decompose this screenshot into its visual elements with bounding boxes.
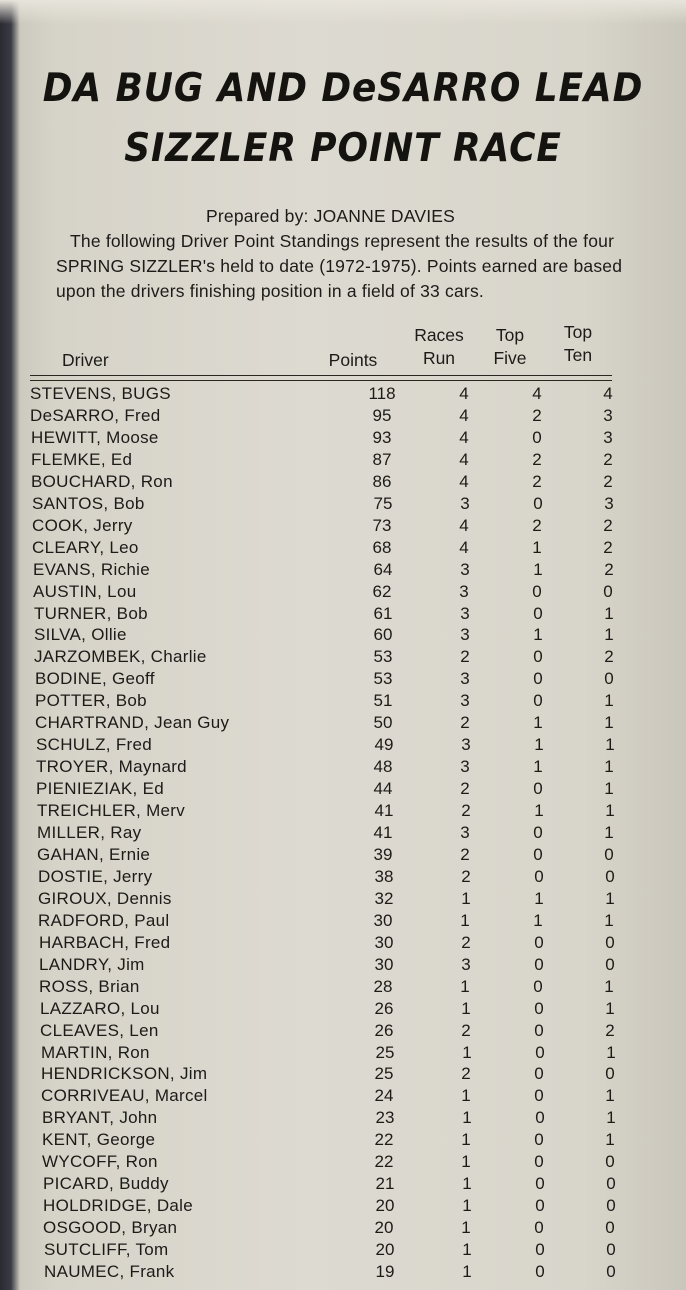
- table-row: [43, 1195, 643, 1217]
- intro-paragraph: The following Driver Point Standings represent the results of the four SPRING SIZZLER's held to date (1972-1975). Points earned are based upon the drivers finishing position in a field of 33 cars.: [56, 231, 623, 301]
- top-ten-cell: 3: [604, 493, 614, 513]
- points-cell: 30: [373, 910, 393, 930]
- top-ten-cell: 1: [605, 735, 615, 755]
- top-ten-cell: 0: [605, 1152, 615, 1172]
- points-cell: 26: [374, 1020, 394, 1040]
- table-row: [30, 383, 630, 405]
- table-row: [36, 778, 636, 800]
- table-row: [31, 427, 631, 449]
- points-cell: 30: [374, 932, 394, 952]
- top-ten-cell: 0: [605, 866, 615, 886]
- headline-line-2: SIZZLER POINT RACE: [124, 126, 562, 171]
- table-row: [42, 1107, 642, 1129]
- driver-name: BRYANT, John: [42, 1108, 158, 1128]
- top-ten-cell: 1: [604, 625, 614, 645]
- races-run-cell: 4: [459, 405, 469, 425]
- top-five-cell: 0: [533, 844, 543, 864]
- driver-name: TROYER, Maynard: [36, 757, 187, 777]
- top-ten-cell: 0: [604, 669, 614, 689]
- races-run-cell: 3: [460, 691, 470, 711]
- top-ten-cell: 1: [604, 691, 614, 711]
- top-five-cell: 0: [533, 976, 543, 996]
- top-five-cell: 2: [532, 405, 542, 425]
- top-five-cell: 1: [533, 757, 543, 777]
- top-five-cell: 0: [534, 1086, 544, 1106]
- top-ten-cell: 2: [604, 647, 614, 667]
- points-cell: 24: [374, 1086, 394, 1106]
- top-ten-cell: 1: [606, 1042, 616, 1062]
- races-run-cell: 2: [461, 1064, 471, 1084]
- table-row: [43, 1217, 643, 1239]
- races-run-cell: 3: [460, 823, 470, 842]
- top-five-cell: 1: [534, 735, 544, 755]
- top-ten-cell: 0: [603, 581, 613, 601]
- races-run-cell: 3: [460, 603, 470, 623]
- driver-name: GIROUX, Dennis: [38, 888, 172, 908]
- top-five-cell: 0: [533, 603, 543, 623]
- top-ten-cell: 0: [606, 1262, 616, 1281]
- driver-name: LAZZARO, Lou: [40, 998, 160, 1018]
- top-ten-cell: 1: [605, 998, 615, 1018]
- points-cell: 48: [373, 757, 393, 777]
- driver-name: CLEARY, Leo: [32, 537, 139, 557]
- top-five-cell: 0: [535, 1262, 545, 1281]
- points-cell: 25: [374, 1064, 394, 1084]
- top-five-cell: 0: [534, 954, 544, 974]
- top-ten-cell: 1: [604, 603, 614, 623]
- top-five-cell: 0: [533, 647, 543, 667]
- top-five-cell: 0: [533, 691, 543, 711]
- header-races-run-line-1: Races: [414, 325, 464, 345]
- points-cell: 93: [372, 427, 392, 447]
- points-cell: 22: [374, 1152, 394, 1172]
- points-cell: 20: [375, 1240, 395, 1260]
- races-run-cell: 4: [459, 427, 469, 447]
- driver-name: HARBACH, Fred: [39, 932, 171, 952]
- table-row: [34, 603, 634, 625]
- top-five-cell: 2: [532, 449, 542, 469]
- table-row: [38, 866, 638, 888]
- top-five-cell: 2: [532, 471, 542, 491]
- races-run-cell: 2: [461, 866, 471, 886]
- top-ten-cell: 1: [604, 779, 614, 799]
- top-ten-cell: 2: [603, 471, 613, 491]
- table-row: [39, 932, 639, 954]
- driver-name: CLEAVES, Len: [40, 1020, 159, 1040]
- top-five-cell: 1: [533, 910, 543, 930]
- top-five-cell: 2: [532, 515, 542, 535]
- races-run-cell: 3: [461, 735, 471, 755]
- points-cell: 64: [373, 559, 393, 579]
- top-ten-cell: 0: [605, 1218, 615, 1238]
- races-run-cell: 3: [460, 559, 470, 579]
- races-run-cell: 1: [461, 1152, 471, 1172]
- races-run-cell: 3: [459, 581, 469, 601]
- races-run-cell: 1: [462, 1174, 472, 1194]
- points-cell: 21: [375, 1174, 395, 1194]
- races-run-cell: 2: [460, 713, 470, 733]
- driver-name: PICARD, Buddy: [43, 1174, 169, 1194]
- points-cell: 38: [374, 866, 394, 886]
- top-ten-cell: 1: [605, 1086, 615, 1106]
- driver-name: MILLER, Ray: [37, 823, 142, 842]
- top-ten-cell: 2: [603, 537, 613, 557]
- driver-name: TURNER, Bob: [34, 603, 148, 623]
- top-five-cell: 1: [533, 713, 543, 733]
- top-ten-cell: 1: [604, 910, 614, 930]
- races-run-cell: 3: [460, 493, 470, 513]
- points-cell: 25: [375, 1042, 395, 1062]
- table-row: [33, 581, 633, 603]
- header-top-ten-line-1: Top: [563, 322, 593, 342]
- header-races-run: [406, 324, 472, 370]
- driver-name: WYCOFF, Ron: [42, 1152, 158, 1172]
- races-run-cell: 1: [462, 1240, 472, 1260]
- driver-name: JARZOMBEK, Charlie: [34, 647, 207, 667]
- driver-name: STEVENS, BUGS: [30, 384, 171, 403]
- top-ten-cell: 0: [604, 844, 614, 864]
- driver-name: ROSS, Brian: [39, 976, 140, 996]
- top-ten-cell: 1: [606, 1108, 616, 1128]
- table-row: [38, 888, 638, 910]
- header-top-five: [482, 324, 538, 370]
- top-five-cell: 0: [533, 493, 543, 513]
- driver-name: LANDRY, Jim: [39, 954, 145, 974]
- driver-name: HEWITT, Moose: [31, 427, 159, 447]
- top-five-cell: 0: [535, 1042, 545, 1062]
- races-run-cell: 1: [462, 1042, 472, 1062]
- points-cell: 75: [373, 493, 393, 513]
- driver-name: TREICHLER, Merv: [37, 801, 186, 821]
- driver-name: AUSTIN, Lou: [33, 581, 137, 601]
- driver-name: HOLDRIDGE, Dale: [43, 1196, 193, 1216]
- points-cell: 60: [373, 625, 393, 645]
- top-ten-cell: 2: [603, 515, 613, 535]
- driver-name: OSGOOD, Bryan: [43, 1218, 178, 1238]
- header-top-ten-line-2: Ten: [563, 345, 593, 365]
- top-ten-cell: 1: [604, 713, 614, 733]
- top-ten-cell: 3: [603, 405, 613, 425]
- header-races-run-line-2: Run: [422, 348, 456, 368]
- table-row: [34, 624, 634, 646]
- races-run-cell: 4: [459, 515, 469, 535]
- driver-name: GAHAN, Ernie: [37, 844, 151, 864]
- header-top-five-line-2: Five: [493, 348, 527, 368]
- table-row: [35, 690, 635, 712]
- top-ten-cell: 0: [605, 954, 615, 974]
- table-row: [36, 734, 636, 756]
- table-row: [41, 1085, 641, 1107]
- top-ten-cell: 0: [606, 1196, 616, 1216]
- top-five-cell: 0: [534, 1152, 544, 1172]
- table-row: [43, 1173, 643, 1195]
- driver-name: CORRIVEAU, Marcel: [41, 1086, 208, 1106]
- top-ten-cell: 0: [606, 1174, 616, 1194]
- races-run-cell: 1: [461, 1218, 471, 1238]
- points-cell: 39: [373, 844, 393, 864]
- races-run-cell: 3: [460, 669, 470, 689]
- points-cell: 87: [372, 449, 392, 469]
- top-five-cell: 0: [534, 866, 544, 886]
- table-row: [42, 1151, 642, 1173]
- driver-name: BODINE, Geoff: [35, 669, 155, 689]
- table-row: [37, 844, 637, 866]
- points-cell: 53: [373, 669, 393, 689]
- driver-name: SILVA, Ollie: [34, 625, 127, 645]
- table-row: [39, 976, 639, 998]
- top-five-cell: 0: [535, 1240, 545, 1260]
- races-run-cell: 1: [461, 1130, 471, 1150]
- header-driver: Driver: [62, 350, 109, 370]
- top-ten-cell: 0: [605, 932, 615, 952]
- points-cell: 62: [372, 581, 392, 601]
- driver-name: MARTIN, Ron: [41, 1042, 150, 1062]
- races-run-cell: 1: [461, 888, 471, 908]
- driver-name: SUTCLIFF, Tom: [44, 1240, 169, 1260]
- top-five-cell: 0: [533, 669, 543, 689]
- races-run-cell: 1: [460, 976, 470, 996]
- points-cell: 86: [372, 471, 392, 491]
- points-cell: 22: [374, 1130, 394, 1150]
- races-run-cell: 2: [460, 779, 470, 799]
- top-ten-cell: 2: [604, 559, 614, 579]
- top-ten-cell: 1: [605, 1130, 615, 1150]
- races-run-cell: 2: [460, 647, 470, 667]
- races-run-cell: 1: [462, 1196, 472, 1216]
- races-run-cell: 2: [460, 844, 470, 864]
- top-five-cell: 1: [533, 625, 543, 645]
- top-five-cell: 0: [532, 581, 542, 601]
- table-row: [41, 1042, 641, 1064]
- points-cell: 50: [373, 713, 393, 733]
- points-cell: 73: [372, 515, 392, 535]
- races-run-cell: 3: [460, 625, 470, 645]
- table-row: [39, 954, 639, 976]
- table-row: [37, 822, 637, 844]
- points-cell: 28: [373, 976, 393, 996]
- driver-name: COOK, Jerry: [32, 515, 133, 535]
- driver-name: NAUMEC, Frank: [44, 1262, 175, 1281]
- table-row: [32, 515, 632, 537]
- points-cell: 23: [375, 1108, 395, 1128]
- driver-name: POTTER, Bob: [35, 691, 147, 711]
- top-ten-cell: 1: [605, 801, 615, 821]
- points-cell: 61: [373, 603, 393, 623]
- races-run-cell: 1: [460, 910, 470, 930]
- races-run-cell: 1: [462, 1108, 472, 1128]
- table-row: [42, 1129, 642, 1151]
- points-cell: 118: [368, 384, 396, 403]
- points-cell: 20: [374, 1218, 394, 1238]
- races-run-cell: 2: [461, 1020, 471, 1040]
- races-run-cell: 4: [459, 537, 469, 557]
- races-run-cell: 4: [459, 384, 469, 403]
- header-top-ten: [552, 321, 604, 367]
- driver-name: FLEMKE, Ed: [31, 449, 133, 469]
- points-cell: 32: [374, 888, 394, 908]
- driver-name: PIENIEZIAK, Ed: [36, 779, 164, 799]
- driver-name: SANTOS, Bob: [32, 493, 145, 513]
- points-cell: 95: [372, 405, 392, 425]
- top-five-cell: 0: [533, 823, 543, 842]
- table-row: [35, 668, 635, 690]
- paper-top-edge: [0, 0, 686, 24]
- driver-name: BOUCHARD, Ron: [31, 471, 173, 491]
- top-ten-cell: 1: [604, 823, 614, 842]
- races-run-cell: 1: [461, 1086, 471, 1106]
- points-cell: 41: [373, 823, 393, 842]
- top-five-cell: 0: [534, 1064, 544, 1084]
- races-run-cell: 3: [461, 954, 471, 974]
- table-row: [40, 998, 640, 1020]
- top-ten-cell: 4: [603, 384, 613, 403]
- table-row: [30, 405, 630, 427]
- top-ten-cell: 0: [606, 1240, 616, 1260]
- top-ten-cell: 1: [605, 888, 615, 908]
- races-run-cell: 1: [461, 998, 471, 1018]
- races-run-cell: 4: [459, 471, 469, 491]
- top-ten-cell: 2: [603, 449, 613, 469]
- top-ten-cell: 1: [604, 757, 614, 777]
- points-cell: 68: [372, 537, 392, 557]
- driver-name: RADFORD, Paul: [38, 910, 170, 930]
- points-cell: 41: [374, 801, 394, 821]
- headline-line-1: DA BUG AND DeSARRO LEAD: [42, 66, 644, 111]
- top-ten-cell: 1: [604, 976, 614, 996]
- top-ten-cell: 2: [605, 1020, 615, 1040]
- table-row: [40, 1020, 640, 1042]
- top-five-cell: 1: [534, 888, 544, 908]
- table-row: [31, 449, 631, 471]
- top-five-cell: 0: [534, 1218, 544, 1238]
- points-cell: 19: [375, 1262, 395, 1281]
- table-row: [31, 471, 631, 493]
- driver-name: DOSTIE, Jerry: [38, 866, 153, 886]
- points-cell: 51: [373, 691, 393, 711]
- byline: Prepared by: JOANNE DAVIES: [206, 206, 455, 226]
- table-row: [32, 537, 632, 559]
- top-five-cell: 4: [532, 384, 542, 403]
- table-row: [34, 646, 634, 668]
- points-cell: 53: [373, 647, 393, 667]
- races-run-cell: 3: [460, 757, 470, 777]
- driver-name: DeSARRO, Fred: [30, 405, 161, 425]
- driver-name: EVANS, Richie: [33, 559, 150, 579]
- top-five-cell: 1: [534, 801, 544, 821]
- points-cell: 30: [374, 954, 394, 974]
- top-five-cell: 0: [534, 932, 544, 952]
- top-five-cell: 0: [532, 427, 542, 447]
- driver-name: HENDRICKSON, Jim: [41, 1064, 208, 1084]
- races-run-cell: 1: [462, 1262, 472, 1281]
- driver-name: SCHULZ, Fred: [36, 735, 153, 755]
- top-five-cell: 1: [533, 559, 543, 579]
- top-five-cell: 0: [535, 1174, 545, 1194]
- header-top-five-line-1: Top: [495, 325, 525, 345]
- driver-name: KENT, George: [42, 1130, 156, 1150]
- top-five-cell: 1: [532, 537, 542, 557]
- table-row: [44, 1239, 644, 1261]
- table-row: [41, 1063, 641, 1085]
- top-ten-cell: 3: [603, 427, 613, 447]
- races-run-cell: 2: [461, 932, 471, 952]
- top-five-cell: 0: [535, 1196, 545, 1216]
- page-edge-shadow: [0, 0, 20, 1290]
- races-run-cell: 2: [461, 801, 471, 821]
- top-five-cell: 0: [533, 779, 543, 799]
- table-row: [35, 712, 635, 734]
- top-five-cell: 0: [535, 1108, 545, 1128]
- header-points: Points: [328, 350, 378, 370]
- top-five-cell: 0: [534, 1130, 544, 1150]
- points-cell: 44: [373, 779, 393, 799]
- races-run-cell: 4: [459, 449, 469, 469]
- top-five-cell: 0: [534, 998, 544, 1018]
- table-row: [38, 910, 638, 932]
- driver-name: CHARTRAND, Jean Guy: [35, 713, 230, 733]
- table-row: [44, 1261, 644, 1283]
- table-row: [37, 800, 637, 822]
- table-row: [36, 756, 636, 778]
- header-rule: [30, 375, 612, 376]
- points-cell: 26: [374, 998, 394, 1018]
- points-cell: 20: [375, 1196, 395, 1216]
- table-row: [32, 493, 632, 515]
- table-row: [33, 559, 633, 581]
- points-cell: 49: [374, 735, 394, 755]
- header-rule-double: [30, 380, 612, 381]
- top-five-cell: 0: [534, 1020, 544, 1040]
- top-ten-cell: 0: [605, 1064, 615, 1084]
